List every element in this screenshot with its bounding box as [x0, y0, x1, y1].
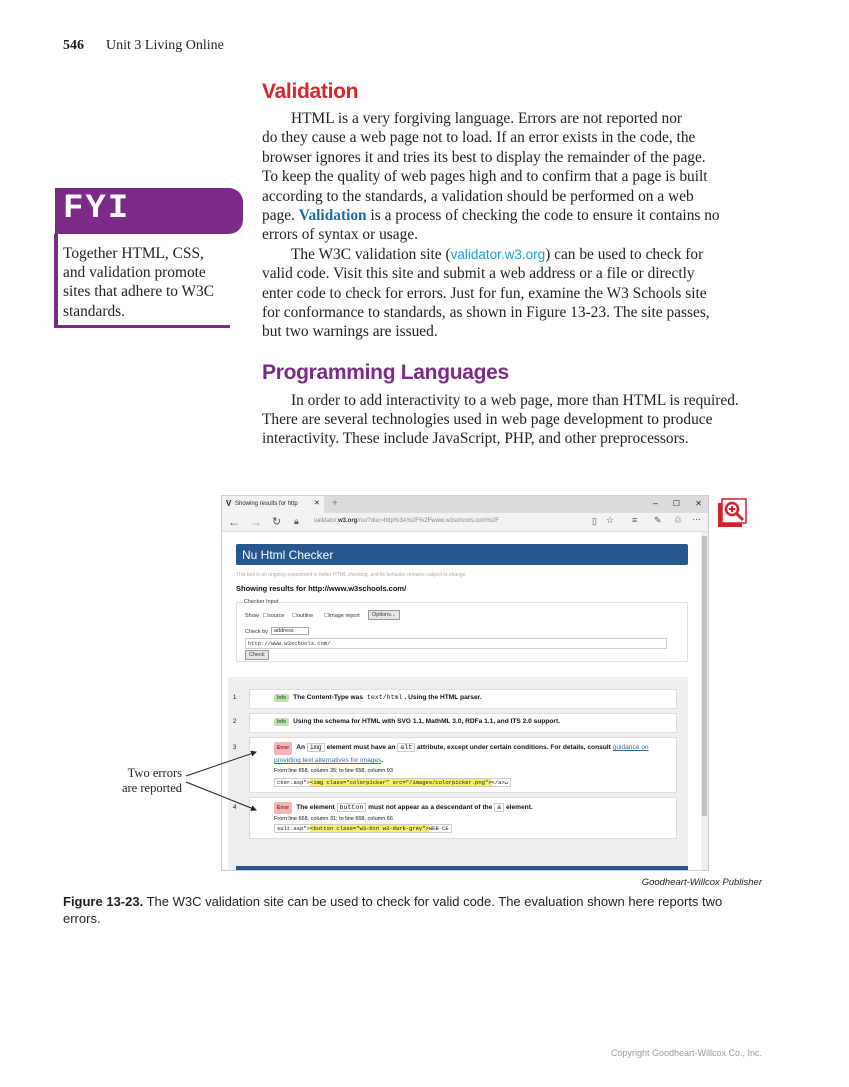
notice: This tool is an ongoing experiment in better HTML checking, and its behavior remains subject to change: [236, 572, 466, 578]
message-number: 1: [233, 695, 237, 701]
w3c-favicon-icon: V: [226, 499, 232, 508]
url-input[interactable]: http://www.w3schools.com/: [245, 638, 667, 649]
code: a: [494, 803, 504, 812]
text-line: There are several technologies used in web page development to produce: [262, 411, 713, 428]
fyi-text: sites that adhere to W3C: [63, 283, 215, 300]
zoom-magnifier-icon[interactable]: [716, 497, 748, 529]
browser-tab[interactable]: [222, 496, 324, 513]
error-badge: Error: [274, 742, 292, 755]
label: image report: [328, 613, 360, 619]
callout-text: Two errors: [127, 766, 182, 780]
text: element must have an: [324, 744, 398, 751]
page-content: [222, 532, 701, 870]
browser-screenshot: [221, 495, 709, 871]
highlight: <button class="w3-btn w3-dark-grey">: [310, 825, 429, 832]
message-error: [233, 797, 677, 839]
text-line: enter code to check for errors. Just for fun, examine the W3 Schools site: [262, 285, 707, 302]
message-info: [233, 713, 677, 733]
scrollbar[interactable]: [701, 532, 708, 870]
message-error: [233, 737, 677, 793]
code: button: [337, 803, 367, 812]
text: . Using the HTML parser.: [404, 694, 482, 701]
label: source: [267, 613, 285, 619]
scrollbar-thumb[interactable]: [702, 536, 707, 816]
copyright: Copyright Goodheart-Willcox Co., Inc.: [610, 1048, 762, 1058]
text-line: according to the standards, a validation should be performed on a web: [262, 188, 694, 205]
text: ) can be used to check for: [545, 246, 704, 263]
fyi-text: Together HTML, CSS,: [63, 245, 204, 262]
tab-title: Showing results for http: [235, 501, 298, 507]
extract: [274, 824, 452, 833]
share-icon[interactable]: ♲: [674, 515, 683, 525]
footer-bar: [236, 866, 688, 871]
text-line: valid code. Visit this site and submit a web address or a file or directly: [262, 265, 695, 282]
close-window-icon[interactable]: ✕: [695, 499, 702, 508]
highlight: <img class="colorpicker" src="/images/colorpicker.png">: [310, 779, 492, 786]
text: is a process of checking the code to ensure it contains no: [366, 207, 720, 224]
text: .: [381, 757, 384, 764]
text: element.: [504, 804, 533, 811]
fyi-border: [54, 234, 58, 328]
text: The W3C validation site (: [291, 246, 451, 263]
figure-caption: [63, 893, 763, 927]
code: alt: [397, 743, 415, 752]
message-number: 3: [233, 745, 237, 751]
info-badge: Info: [274, 718, 289, 726]
text-line: [262, 206, 720, 225]
text-line: In order to add interactivity to a web page, more than HTML is required.: [291, 392, 739, 409]
text: cker.asp">: [277, 779, 311, 786]
code: img: [307, 743, 325, 752]
text: The Content-Type was: [293, 694, 365, 701]
select-value: address: [274, 628, 294, 634]
refresh-icon[interactable]: ↻: [272, 516, 282, 528]
heading-validation: Validation: [262, 80, 359, 103]
running-header: [63, 38, 224, 54]
text-line: do they cause a web page not to load. If an error exists in the code, the: [262, 129, 696, 146]
fieldset-legend: Checker Input: [244, 599, 279, 605]
options-button[interactable]: Options...: [368, 610, 400, 620]
hub-icon[interactable]: ≡: [632, 515, 638, 525]
text: An: [296, 744, 307, 751]
close-tab-icon[interactable]: ✕: [314, 500, 320, 507]
running-head: Unit 3 Living Online: [106, 38, 224, 53]
label: outline: [296, 613, 314, 619]
caption-text: The W3C validation site can be used to check for valid code. The evaluation shown here reports two errors.: [63, 894, 723, 926]
text-line: interactivity. These include JavaScript, PHP, and other preprocessors.: [262, 430, 689, 447]
validator-link[interactable]: validator.w3.org: [450, 247, 546, 262]
checker-input-fieldset: [236, 599, 688, 662]
new-tab-icon[interactable]: +: [332, 498, 338, 509]
fyi-text: standards.: [63, 303, 125, 320]
text: page.: [262, 207, 299, 224]
back-icon[interactable]: ←: [228, 515, 240, 529]
url-part: /nu/?doc=http%3A%2F%2Fwww.w3schools.com%2F: [357, 518, 499, 524]
info-badge: Info: [274, 694, 289, 702]
check-by-select[interactable]: [271, 627, 309, 635]
reading-view-icon[interactable]: ▯: [592, 516, 597, 526]
fyi-title: FYI: [63, 190, 131, 228]
minimize-icon[interactable]: –: [652, 498, 658, 508]
maximize-icon[interactable]: ☐: [672, 499, 680, 508]
showing-results: Showing results for http://www.w3schools.com/: [236, 584, 407, 593]
error-badge: Error: [274, 802, 292, 814]
tab-bar: [222, 496, 708, 513]
text-line: HTML is a very forgiving language. Errors are not reported nor: [291, 110, 683, 127]
url-part: validator.: [314, 518, 339, 524]
check-by-label: Check by: [245, 629, 268, 635]
location: From line 658, column 35; to line 658, column 93: [274, 768, 393, 774]
text: The element: [296, 804, 337, 811]
url-field[interactable]: [314, 518, 499, 524]
callout-text: are reported: [121, 781, 182, 795]
text-line: but two warnings are issued.: [262, 323, 438, 340]
url-domain: w3.org: [338, 518, 358, 524]
fyi-border: [54, 325, 230, 328]
favorite-star-icon[interactable]: ☆: [606, 515, 615, 525]
text: must not appear as a descendant of the: [366, 804, 495, 811]
fyi-text: and validation promote: [63, 264, 206, 281]
text-line: To keep the quality of web pages high and to confirm that a page is built: [262, 168, 708, 185]
checkbox-image-report[interactable]: ☐image report: [324, 613, 360, 619]
text-line: [291, 245, 703, 264]
message-number: 2: [233, 719, 237, 725]
message-number: 4: [233, 805, 237, 811]
checkbox-source[interactable]: ☐source: [263, 613, 285, 619]
message-info: [233, 689, 677, 709]
more-icon[interactable]: ⋯: [692, 514, 701, 524]
checkbox-outline[interactable]: ☐outline: [292, 613, 314, 619]
fyi-banner: [55, 188, 243, 234]
forward-icon[interactable]: →: [250, 515, 262, 529]
results-panel: [228, 677, 688, 871]
show-label: Show: [245, 613, 259, 619]
term-validation: Validation: [298, 207, 367, 224]
note-icon[interactable]: ✎: [654, 515, 662, 525]
checker-title: Nu Html Checker: [236, 544, 688, 565]
figure-credit: Goodheart-Willcox Publisher: [641, 877, 762, 888]
page-number: 546: [63, 38, 84, 53]
text: sult.asp">: [277, 825, 311, 832]
heading-programming-languages: Programming Languages: [262, 361, 509, 384]
check-button[interactable]: Check: [245, 650, 269, 660]
location: From line 668, column 31; to line 668, column 66: [274, 816, 393, 822]
text: </a>↵: [491, 779, 509, 786]
code: text/html: [366, 694, 403, 701]
text: attribute, except under certain conditions. For details, consult: [415, 744, 613, 751]
lock-icon: 🔒︎: [294, 516, 299, 526]
extract: [274, 778, 511, 787]
guidance-link[interactable]: guidance on providing text alternatives for images: [274, 744, 649, 764]
text-line: errors of syntax or usage.: [262, 226, 418, 243]
callout-arrows: [180, 740, 260, 820]
text-line: for conformance to standards, as shown in Figure 13-23. The site passes,: [262, 304, 710, 321]
caption-label: Figure 13-23.: [63, 894, 144, 909]
callout: [110, 766, 182, 796]
text-line: browser ignores it and tries its best to display the remainder of the page.: [262, 149, 706, 166]
text: Using the schema for HTML with SVG 1.1, MathML 3.0, RDFa 1.1, and ITS 2.0 support.: [293, 718, 561, 725]
address-bar: [222, 513, 708, 532]
text: WEB CE: [428, 825, 449, 832]
